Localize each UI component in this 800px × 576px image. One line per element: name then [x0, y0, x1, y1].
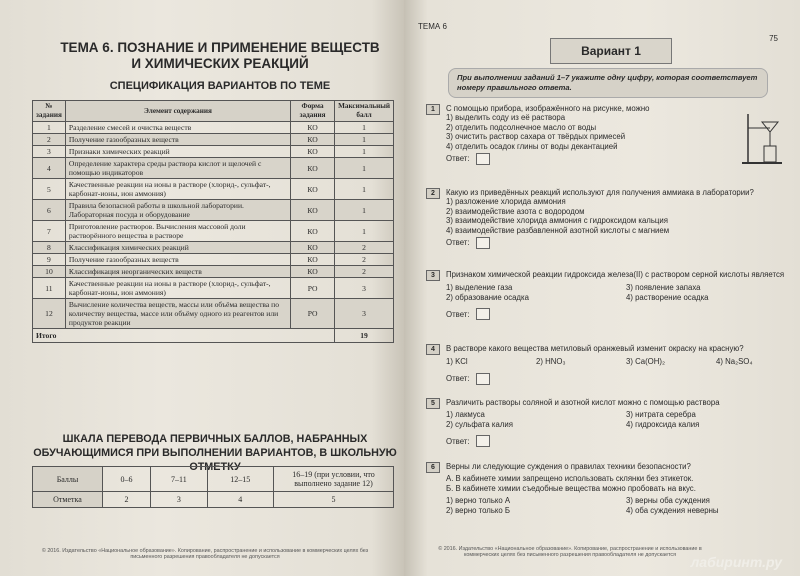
row-score: 1 [335, 158, 394, 179]
option: 2) верно только Б [446, 505, 511, 515]
total-label: Итого [33, 329, 335, 343]
table-row [33, 221, 394, 242]
row-number: 5 [33, 179, 66, 200]
question-number: 3 [426, 270, 440, 281]
variant-title: Вариант 1 [550, 38, 672, 64]
option: 3) нитрата серебра [626, 410, 696, 420]
left-footer: © 2016. Издательство «Национальное образование». Копирование, распространение и использование в коммерческих целях без письменного разрешения правообладателя не допускается [41, 548, 369, 560]
table-row [33, 146, 394, 158]
scale-title: ШКАЛА ПЕРЕВОДА ПЕРВИЧНЫХ БАЛЛОВ, НАБРАННЫХ ОБУЧАЮЩИМИСЯ ПРИ ВЫПОЛНЕНИИ ВАРИАНТОВ, В ШКОЛЬНУЮ ОТМЕТКУ [33, 433, 397, 473]
row-score: 2 [335, 266, 394, 278]
answer-label: Ответ: [446, 238, 470, 248]
option: 1) выделить соду из её раствора [446, 113, 566, 123]
option: 4) взаимодействие разбавленной азотной кислоты с магнием [446, 225, 670, 235]
question-4 [426, 344, 786, 385]
table-row [33, 299, 394, 329]
option: 4) растворение осадка [626, 292, 709, 302]
answer-box[interactable] [476, 373, 490, 385]
row-form: КО [291, 134, 335, 146]
row-form: КО [291, 146, 335, 158]
row-element: Получение газообразных веществ [65, 254, 290, 266]
option: 3) появление запаха [626, 283, 701, 293]
right-page [404, 0, 800, 576]
row-element: Определение характера среды раствора кислот и щелочей с помощью индикаторов [65, 158, 290, 179]
table-row [33, 122, 394, 134]
option: 4) оба суждения неверны [626, 505, 719, 515]
row-score: 1 [335, 200, 394, 221]
filtration-apparatus-icon [742, 110, 786, 166]
row-element: Приготовление растворов. Вычисления массовой доли растворённого вещества в растворе [65, 221, 290, 242]
question-number: 1 [426, 104, 440, 115]
scale-cell: 3 [151, 492, 208, 508]
option: 1) разложение хлорида аммония [446, 197, 566, 207]
table-row [33, 254, 394, 266]
answer-box[interactable] [476, 308, 490, 320]
scale-cell: 16–19 (при условии, что выполнено задание 12) [274, 467, 394, 492]
row-score: 2 [335, 254, 394, 266]
table-row [33, 278, 394, 299]
scale-cell: Баллы [33, 467, 103, 492]
question-number: 2 [426, 188, 440, 199]
option: 3) очистить раствор сахара от твёрдых примесей [446, 132, 626, 142]
answer-label: Ответ: [446, 374, 470, 384]
spec-header-element: Элемент содержания [65, 101, 290, 122]
option: 2) отделить подсолнечное масло от воды [446, 122, 597, 132]
question-3 [426, 270, 786, 320]
row-form: КО [291, 200, 335, 221]
table-row [33, 134, 394, 146]
spec-body [33, 122, 394, 329]
option: 1) KCl [446, 357, 468, 367]
row-element: Качественные реакции на ионы в растворе (хлорид-, сульфат-, карбонат-ионы, ион аммония) [65, 278, 290, 299]
option: 1) лакмуса [446, 410, 485, 420]
row-element: Качественные реакции на ионы в растворе (хлорид-, сульфат-, карбонат-ионы, ион аммония) [65, 179, 290, 200]
statement: А. В кабинете химии запрещено использовать склянки без этикеток. [446, 474, 694, 484]
spec-header-score: Максимальный балл [335, 101, 394, 122]
spec-header-num: № задания [33, 101, 66, 122]
scale-cell: Отметка [33, 492, 103, 508]
option: 4) отделить осадок глины от воды декантацией [446, 141, 618, 151]
question-number: 6 [426, 462, 440, 473]
row-score: 1 [335, 179, 394, 200]
row-element: Классификация неорганических веществ [65, 266, 290, 278]
row-number: 2 [33, 134, 66, 146]
row-number: 10 [33, 266, 66, 278]
question-number: 5 [426, 398, 440, 409]
tema-tag: ТЕМА 6 [418, 22, 447, 31]
scale-cell: 7–11 [151, 467, 208, 492]
row-form: РО [291, 299, 335, 329]
row-number: 9 [33, 254, 66, 266]
scale-cell: 12–15 [207, 467, 273, 492]
option: 4) гидроксида калия [626, 419, 700, 429]
table-row [33, 158, 394, 179]
spec-header-form: Форма задания [291, 101, 335, 122]
question-text: С помощью прибора, изображённого на рисунке, можно [446, 104, 650, 113]
option: 2) сульфата калия [446, 419, 513, 429]
row-element: Вычисление количества веществ, массы или объёма вещества по количеству вещества, массе или объёму одного из реагентов или продуктов реакции [65, 299, 290, 329]
question-text: Верны ли следующие суждения о правилах техники безопасности? [446, 462, 691, 471]
table-row [33, 179, 394, 200]
page-number: 75 [769, 34, 778, 43]
row-element: Получение газообразных веществ [65, 134, 290, 146]
answer-label: Ответ: [446, 436, 470, 446]
question-text: Какую из приведённых реакций используют для получения аммиака в лаборатории? [446, 188, 754, 197]
row-score: 1 [335, 122, 394, 134]
option: 2) образование осадка [446, 292, 529, 302]
question-6 [426, 462, 786, 515]
scale-cell: 5 [274, 492, 394, 508]
question-text: Признаком химической реакции гидроксида железа(II) с раствором серной кислоты является [446, 270, 785, 279]
question-number: 4 [426, 344, 440, 355]
row-number: 3 [33, 146, 66, 158]
page-title: ТЕМА 6. ПОЗНАНИЕ И ПРИМЕНЕНИЕ ВЕЩЕСТВ И ХИМИЧЕСКИХ РЕАКЦИЙ [60, 40, 380, 71]
row-element: Правила безопасной работы в школьной лаборатории. Лабораторная посуда и оборудование [65, 200, 290, 221]
question-2 [426, 188, 786, 249]
row-score: 3 [335, 299, 394, 329]
scale-table [32, 466, 394, 508]
row-form: КО [291, 221, 335, 242]
row-form: КО [291, 254, 335, 266]
row-form: КО [291, 179, 335, 200]
row-form: КО [291, 266, 335, 278]
row-number: 11 [33, 278, 66, 299]
row-form: РО [291, 278, 335, 299]
statement: Б. В кабинете химии съедобные вещества можно пробовать на вкус. [446, 483, 696, 493]
option: 3) взаимодействие хлорида аммония с гидроксидом кальция [446, 216, 668, 226]
answer-box[interactable] [476, 153, 490, 165]
row-number: 7 [33, 221, 66, 242]
row-form: КО [291, 242, 335, 254]
option: 1) верно только А [446, 496, 511, 506]
option: 1) выделение газа [446, 283, 513, 293]
table-row [33, 242, 394, 254]
answer-label: Ответ: [446, 309, 470, 319]
question-text: В растворе какого вещества метиловый оранжевый изменит окраску на красную? [446, 344, 744, 353]
row-score: 2 [335, 242, 394, 254]
row-element: Признаки химических реакций [65, 146, 290, 158]
question-1 [426, 104, 786, 165]
table-row [33, 200, 394, 221]
row-score: 3 [335, 278, 394, 299]
row-number: 8 [33, 242, 66, 254]
option: 2) взаимодействие азота с водородом [446, 206, 585, 216]
row-score: 1 [335, 221, 394, 242]
row-score: 1 [335, 134, 394, 146]
watermark: лабиринт.ру [690, 554, 782, 570]
row-number: 12 [33, 299, 66, 329]
right-footer: © 2016. Издательство «Национальное образование». Копирование, распространение и использование в коммерческих целях без письменного разрешения правообладателя не допускается [438, 546, 702, 558]
row-number: 4 [33, 158, 66, 179]
option: 3) Ca(OH)₂ [626, 357, 665, 367]
option: 4) Na₂SO₄ [716, 357, 753, 367]
table-row [33, 266, 394, 278]
instruction: При выполнении заданий 1–7 укажите одну цифру, которая соответствует номеру правильного ответа. [448, 68, 768, 98]
row-number: 6 [33, 200, 66, 221]
answer-label: Ответ: [446, 154, 470, 164]
scale-cell: 4 [207, 492, 273, 508]
answer-box[interactable] [476, 435, 490, 447]
scale-cell: 2 [103, 492, 151, 508]
scale-cell: 0–6 [103, 467, 151, 492]
question-text: Различить растворы соляной и азотной кислот можно с помощью раствора [446, 398, 720, 407]
total-value: 19 [335, 329, 394, 343]
row-form: КО [291, 122, 335, 134]
row-element: Разделение смесей и очистка веществ [65, 122, 290, 134]
spec-subtitle: СПЕЦИФИКАЦИЯ ВАРИАНТОВ ПО ТЕМЕ [109, 80, 331, 92]
question-5 [426, 398, 786, 447]
row-element: Классификация химических реакций [65, 242, 290, 254]
answer-box[interactable] [476, 237, 490, 249]
row-form: КО [291, 158, 335, 179]
spec-table [32, 100, 394, 343]
row-number: 1 [33, 122, 66, 134]
option: 3) верны оба суждения [626, 496, 710, 506]
option: 2) HNO₃ [536, 357, 566, 367]
row-score: 1 [335, 146, 394, 158]
